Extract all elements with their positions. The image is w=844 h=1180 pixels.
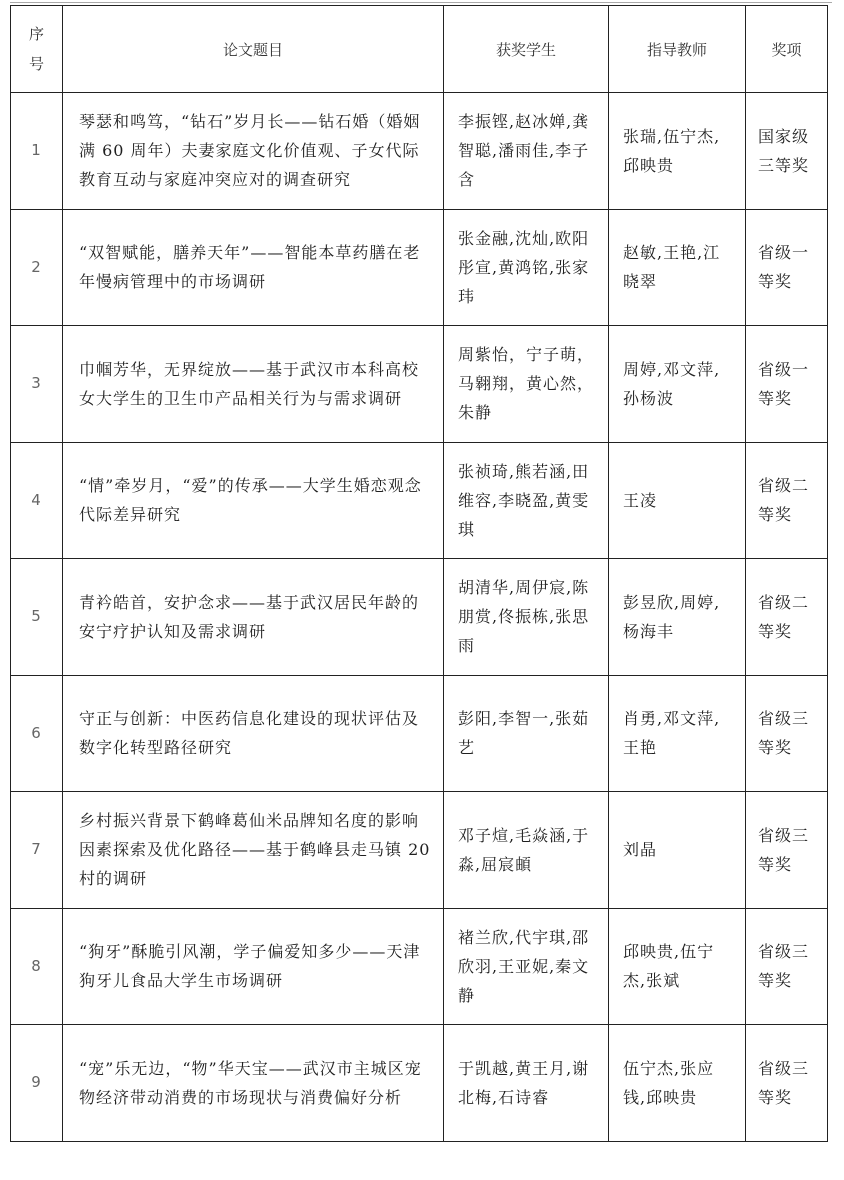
award-students: 胡清华,周伊宸,陈朋赏,佟振栋,张思雨 <box>444 559 609 676</box>
advisors: 张瑞,伍宁杰,邱映贵 <box>609 93 746 210</box>
paper-title: 乡村振兴背景下鹤峰葛仙米品牌知名度的影响因素探索及优化路径——基于鹤峰县走马镇 20 村的调研 <box>63 792 444 909</box>
award-level: 省级三等奖 <box>746 675 828 792</box>
award-students: 李振铿,赵冰婵,龚智聪,潘雨佳,李子含 <box>444 93 609 210</box>
header-students: 获奖学生 <box>444 6 609 93</box>
row-index: 4 <box>11 442 63 559</box>
row-index: 2 <box>11 209 63 326</box>
awards-table <box>10 5 828 1142</box>
award-level: 省级二等奖 <box>746 442 828 559</box>
award-level: 省级三等奖 <box>746 792 828 909</box>
row-index: 8 <box>11 908 63 1025</box>
table-row <box>11 93 828 210</box>
row-index: 5 <box>11 559 63 676</box>
award-students: 周紫怡，宁子萌，马翱翔，黄心然，朱静 <box>444 326 609 443</box>
award-level: 省级一等奖 <box>746 209 828 326</box>
advisors: 彭昱欣,周婷,杨海丰 <box>609 559 746 676</box>
award-students: 于凯越,黄王月,谢北梅,石诗睿 <box>444 1025 609 1142</box>
award-level: 省级一等奖 <box>746 326 828 443</box>
header-award: 奖项 <box>746 6 828 93</box>
award-students: 褚兰欣,代宇琪,邵欣羽,王亚妮,秦文静 <box>444 908 609 1025</box>
header-title: 论文题目 <box>63 6 444 93</box>
paper-title: 青衿皓首，安护念求——基于武汉居民年龄的安宁疗护认知及需求调研 <box>63 559 444 676</box>
row-index: 9 <box>11 1025 63 1142</box>
paper-title: 巾帼芳华，无界绽放——基于武汉市本科高校女大学生的卫生巾产品相关行为与需求调研 <box>63 326 444 443</box>
award-level: 省级三等奖 <box>746 1025 828 1142</box>
award-level: 省级三等奖 <box>746 908 828 1025</box>
advisors: 肖勇,邓文萍,王艳 <box>609 675 746 792</box>
award-students: 彭阳,李智一,张茹艺 <box>444 675 609 792</box>
paper-title: “双智赋能，膳养天年”——智能本草药膳在老年慢病管理中的市场调研 <box>63 209 444 326</box>
header-index: 序号 <box>11 6 63 93</box>
page-top-rule <box>10 2 832 3</box>
row-index: 3 <box>11 326 63 443</box>
advisors: 伍宁杰,张应钱,邱映贵 <box>609 1025 746 1142</box>
table-row <box>11 908 828 1025</box>
advisors: 赵敏,王艳,江晓翠 <box>609 209 746 326</box>
paper-title: “宠”乐无边，“物”华天宝——武汉市主城区宠物经济带动消费的市场现状与消费偏好分析 <box>63 1025 444 1142</box>
paper-title: 琴瑟和鸣笃，“钻石”岁月长——钻石婚（婚姻满 60 周年）夫妻家庭文化价值观、子女代际教育互动与家庭冲突应对的调查研究 <box>63 93 444 210</box>
row-index: 6 <box>11 675 63 792</box>
paper-title: “狗牙”酥脆引风潮，学子偏爱知多少——天津狗牙儿食品大学生市场调研 <box>63 908 444 1025</box>
table-row <box>11 559 828 676</box>
table-row <box>11 792 828 909</box>
award-level: 国家级三等奖 <box>746 93 828 210</box>
award-students: 张金融,沈灿,欧阳彤宣,黄鸿铭,张家玮 <box>444 209 609 326</box>
paper-title: 守正与创新：中医药信息化建设的现状评估及数字化转型路径研究 <box>63 675 444 792</box>
table-row <box>11 326 828 443</box>
table-row <box>11 209 828 326</box>
advisors: 王凌 <box>609 442 746 559</box>
award-students: 邓子煊,毛焱涵,于淼,屈宸頔 <box>444 792 609 909</box>
row-index: 1 <box>11 93 63 210</box>
award-level: 省级二等奖 <box>746 559 828 676</box>
advisors: 刘晶 <box>609 792 746 909</box>
table-row <box>11 442 828 559</box>
table-row <box>11 675 828 792</box>
award-students: 张祯琦,熊若涵,田维容,李晓盈,黄雯琪 <box>444 442 609 559</box>
table-row <box>11 1025 828 1142</box>
header-row <box>11 6 828 93</box>
header-advisors: 指导教师 <box>609 6 746 93</box>
advisors: 周婷,邓文萍,孙杨波 <box>609 326 746 443</box>
paper-title: “情”牵岁月，“爱”的传承——大学生婚恋观念代际差异研究 <box>63 442 444 559</box>
advisors: 邱映贵,伍宁杰,张斌 <box>609 908 746 1025</box>
row-index: 7 <box>11 792 63 909</box>
